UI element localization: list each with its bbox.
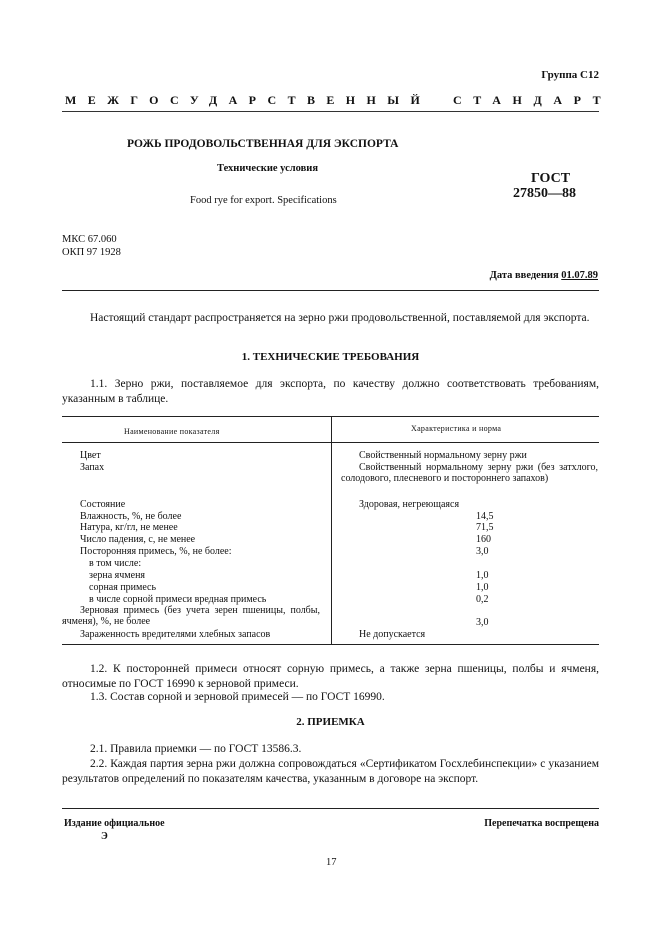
intro-date-value: 01.07.89 xyxy=(561,270,598,281)
table-row-name: Запах xyxy=(80,462,105,473)
intro-date-label: Дата введения xyxy=(489,270,559,281)
table-row-name: Посторонняя примесь, %, не более: xyxy=(80,546,232,557)
table-row-name: в числе сорной примеси вредная примесь xyxy=(89,594,267,605)
table-row-name: Число падения, с, не менее xyxy=(80,534,196,545)
paragraph-1-3: 1.3. Состав сорной и зерновой примесей — по ГОСТ 16990. xyxy=(90,691,385,703)
document-subtitle: Технические условия xyxy=(217,163,319,174)
paragraph-1-1: 1.1. Зерно ржи, поставляемое для экспорта, по качеству должно соответствовать требованиям, указанным в таблице. xyxy=(62,378,599,405)
table-row-name: в том числе: xyxy=(89,558,142,569)
intro-paragraph: Настоящий стандарт распространяется на зерно ржи продовольственной, поставляемой для экспорта. xyxy=(90,312,590,324)
paragraph-1-2: 1.2. К посторонней примеси относят сорную примесь, а также зерна пшеницы, полбы и ячменя, относимые по ГОСТ 16990 к зерновой примеси. xyxy=(62,663,599,690)
table-row-value: 14,5 xyxy=(476,511,494,522)
date-divider xyxy=(62,290,599,291)
table-row-name: Натура, кг/гл, не менее xyxy=(80,522,178,533)
table-row-name: Цвет xyxy=(80,450,101,461)
intro-date xyxy=(490,270,598,281)
paragraph-2-1: 2.1. Правила приемки — по ГОСТ 13586.3. xyxy=(90,743,302,755)
table-row-value: Здоровая, негреющаяся xyxy=(359,499,460,510)
table-row-name: зерна ячменя xyxy=(89,570,146,581)
table-row-value: Свойственный нормальному зерну ржи (без затхлого, солодового, плесневого и постороннего запахов) xyxy=(341,462,598,485)
standard-label: СТАНДАРТ xyxy=(453,93,613,107)
table-column-divider xyxy=(331,416,332,644)
okp-code: ОКП 97 1928 xyxy=(62,247,121,258)
document-title: РОЖЬ ПРОДОВОЛЬСТВЕННАЯ ДЛЯ ЭКСПОРТА xyxy=(127,138,399,150)
table-row-name: Влажность, %, не более xyxy=(80,511,182,522)
table-bottom-border xyxy=(62,644,599,645)
table-row-name: Состояние xyxy=(80,499,126,510)
group-code: Группа С12 xyxy=(541,69,599,81)
table-row-value: 3,0 xyxy=(476,617,489,628)
section2-heading: 2. ПРИЕМКА xyxy=(296,716,365,728)
gost-label: ГОСТ xyxy=(531,171,571,186)
header-divider xyxy=(62,111,599,112)
section1-heading: 1. ТЕХНИЧЕСКИЕ ТРЕБОВАНИЯ xyxy=(241,351,420,363)
table-header-name: Наименование показателя xyxy=(124,427,220,436)
official-edition-label: Издание официальное xyxy=(64,818,165,829)
table-row-value: 71,5 xyxy=(476,522,494,533)
english-title: Food rye for export. Specifications xyxy=(190,195,337,206)
table-header-border xyxy=(62,442,599,443)
table-row-value: 1,0 xyxy=(476,582,489,593)
table-row-value: Не допускается xyxy=(359,629,426,640)
paragraph-2-2: 2.2. Каждая партия зерна ржи должна сопровождаться «Сертификатом Госхлебинспекции» с указанием результатов определений по показателям качества, указанным в договоре на экспорт. xyxy=(62,758,599,785)
table-row-value: 160 xyxy=(476,534,491,545)
mks-code: МКС 67.060 xyxy=(62,234,117,245)
table-row-name: Зерновая примесь (без учета зерен пшеницы, полбы, ячменя), %, не более xyxy=(62,605,320,628)
footer-divider xyxy=(62,808,599,809)
table-row-value: Свойственный нормальному зерну ржи xyxy=(359,450,527,461)
interstate-label: МЕЖГОСУДАРСТВЕННЫЙ xyxy=(65,93,432,107)
gost-number: 27850—88 xyxy=(513,186,576,201)
table-row-value: 0,2 xyxy=(476,594,489,605)
page-number: 17 xyxy=(326,857,337,868)
table-row-value: 3,0 xyxy=(476,546,489,557)
table-row-value: 1,0 xyxy=(476,570,489,581)
table-header-value: Характеристика и норма xyxy=(411,424,502,433)
edition-mark: Э xyxy=(101,831,108,842)
classification-codes xyxy=(62,233,121,259)
table-row-name: Зараженность вредителями хлебных запасов xyxy=(80,629,271,640)
table-row-name: сорная примесь xyxy=(89,582,157,593)
reprint-notice: Перепечатка воспрещена xyxy=(484,818,599,829)
